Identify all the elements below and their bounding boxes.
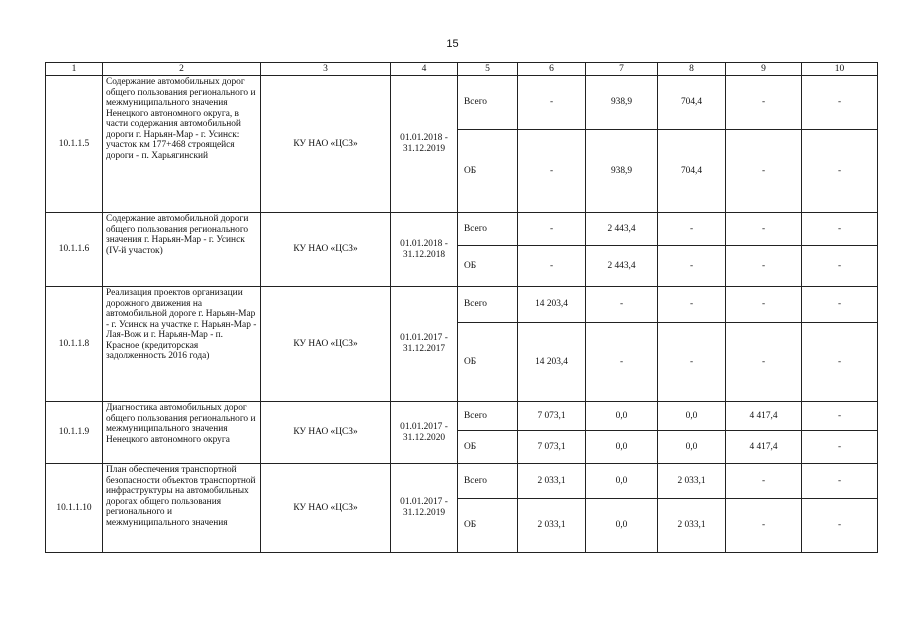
value-cell: -: [802, 323, 878, 402]
row-description: Диагностика автомобильных дорог общего пользования регионального и межмуниципального значения Ненецкого автономного округа: [103, 402, 261, 464]
value-cell: 938,9: [586, 76, 658, 130]
value-cell: 7 073,1: [518, 431, 586, 464]
program-table: [45, 62, 878, 553]
funding-kind: Всего: [458, 213, 518, 246]
row-description: План обеспечения транспортной безопасности объектов транспортной инфраструктуры на автомобильных дорогах общего пользования регионального и межмуниципального значения: [103, 464, 261, 553]
value-cell: 704,4: [658, 130, 726, 213]
table-row: [46, 76, 878, 130]
funding-kind: Всего: [458, 402, 518, 431]
row-executor: КУ НАО «ЦСЗ»: [261, 287, 391, 402]
value-cell: -: [802, 76, 878, 130]
value-cell: -: [802, 402, 878, 431]
row-executor: КУ НАО «ЦСЗ»: [261, 464, 391, 553]
value-cell: -: [802, 287, 878, 323]
row-description: Содержание автомобильной дороги общего пользования регионального значения г. Нарьян-Мар - г. Усинск (IV-й участок): [103, 213, 261, 287]
value-cell: 0,0: [586, 464, 658, 499]
funding-kind: Всего: [458, 464, 518, 499]
value-cell: -: [802, 130, 878, 213]
row-executor: КУ НАО «ЦСЗ»: [261, 402, 391, 464]
row-executor: КУ НАО «ЦСЗ»: [261, 213, 391, 287]
page-number: 15: [446, 38, 459, 50]
row-code: 10.1.1.6: [46, 213, 103, 287]
value-cell: 4 417,4: [726, 431, 802, 464]
funding-kind: ОБ: [458, 130, 518, 213]
value-cell: -: [726, 499, 802, 553]
column-number: 9: [726, 63, 802, 76]
value-cell: 938,9: [586, 130, 658, 213]
value-cell: -: [658, 287, 726, 323]
funding-kind: ОБ: [458, 431, 518, 464]
value-cell: 704,4: [658, 76, 726, 130]
row-code: 10.1.1.10: [46, 464, 103, 553]
value-cell: -: [726, 213, 802, 246]
value-cell: 14 203,4: [518, 287, 586, 323]
value-cell: 2 033,1: [658, 499, 726, 553]
value-cell: -: [802, 213, 878, 246]
value-cell: -: [518, 246, 586, 287]
row-period: 01.01.2018 - 31.12.2019: [391, 76, 458, 213]
value-cell: 2 443,4: [586, 213, 658, 246]
value-cell: 2 443,4: [586, 246, 658, 287]
row-executor: КУ НАО «ЦСЗ»: [261, 76, 391, 213]
value-cell: -: [802, 464, 878, 499]
column-number: 1: [46, 63, 103, 76]
value-cell: -: [726, 287, 802, 323]
column-number-row: [46, 63, 878, 76]
column-number: 7: [586, 63, 658, 76]
value-cell: -: [658, 246, 726, 287]
value-cell: 2 033,1: [518, 499, 586, 553]
value-cell: -: [802, 246, 878, 287]
table-row: [46, 402, 878, 431]
value-cell: -: [586, 287, 658, 323]
column-number: 8: [658, 63, 726, 76]
value-cell: -: [518, 130, 586, 213]
row-description: Содержание автомобильных дорог общего пользования регионального и межмуниципального значения Ненецкого автономного округа, в части содержания автомобильной дороги г. Нарьян-Мар - г. Усинск: участок км 177+468 строящейся дороги - п. Харьягинский: [103, 76, 261, 213]
funding-kind: Всего: [458, 287, 518, 323]
value-cell: 0,0: [658, 402, 726, 431]
row-description: Реализация проектов организации дорожного движения на автомобильной дороге г. Нарьян-Мар - г. Усинск на участке г. Нарьян-Мар - Лая-Вож и г. Нарьян-Мар - п. Красное (кредиторская задолженность 2016 года): [103, 287, 261, 402]
row-code: 10.1.1.8: [46, 287, 103, 402]
column-number: 10: [802, 63, 878, 76]
value-cell: 2 033,1: [518, 464, 586, 499]
value-cell: -: [658, 323, 726, 402]
row-code: 10.1.1.5: [46, 76, 103, 213]
value-cell: 0,0: [586, 499, 658, 553]
value-cell: -: [658, 213, 726, 246]
row-period: 01.01.2018 - 31.12.2018: [391, 213, 458, 287]
column-number: 5: [458, 63, 518, 76]
value-cell: -: [726, 76, 802, 130]
row-period: 01.01.2017 - 31.12.2017: [391, 287, 458, 402]
column-number: 3: [261, 63, 391, 76]
row-code: 10.1.1.9: [46, 402, 103, 464]
funding-kind: Всего: [458, 76, 518, 130]
value-cell: 0,0: [586, 431, 658, 464]
value-cell: 14 203,4: [518, 323, 586, 402]
row-period: 01.01.2017 - 31.12.2019: [391, 464, 458, 553]
table-row: [46, 464, 878, 499]
value-cell: 0,0: [658, 431, 726, 464]
value-cell: 4 417,4: [726, 402, 802, 431]
table-row: [46, 287, 878, 323]
value-cell: 0,0: [586, 402, 658, 431]
column-number: 6: [518, 63, 586, 76]
value-cell: 7 073,1: [518, 402, 586, 431]
column-number: 2: [103, 63, 261, 76]
value-cell: -: [586, 323, 658, 402]
value-cell: -: [518, 76, 586, 130]
value-cell: -: [726, 323, 802, 402]
value-cell: -: [802, 431, 878, 464]
funding-kind: ОБ: [458, 323, 518, 402]
column-number: 4: [391, 63, 458, 76]
value-cell: -: [726, 464, 802, 499]
funding-kind: ОБ: [458, 499, 518, 553]
funding-kind: ОБ: [458, 246, 518, 287]
value-cell: -: [726, 130, 802, 213]
row-period: 01.01.2017 - 31.12.2020: [391, 402, 458, 464]
value-cell: 2 033,1: [658, 464, 726, 499]
value-cell: -: [518, 213, 586, 246]
value-cell: -: [802, 499, 878, 553]
value-cell: -: [726, 246, 802, 287]
table-row: [46, 213, 878, 246]
